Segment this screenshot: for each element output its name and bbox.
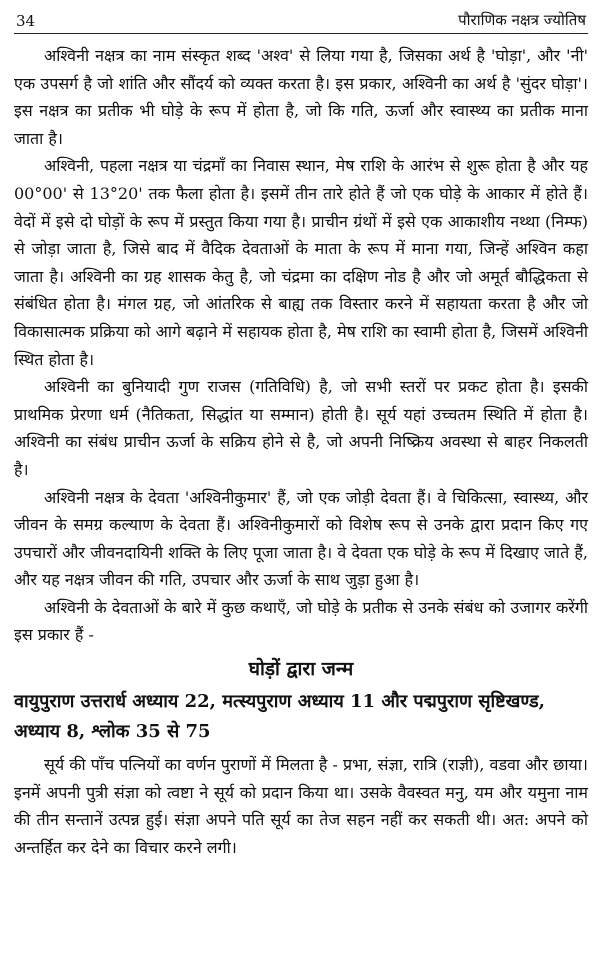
section-title: घोड़ों द्वारा जन्म — [248, 658, 354, 681]
paragraph-nakshatra-position: अश्विनी, पहला नक्षत्र या चंद्रमाँ का निवास स्थान, मेष राशि के आरंभ से शुरू होता है और यह 00°00' से 13°20' तक फैला होता है। इसमें तीन तारे होते हैं जो एक घोड़े के आकार में होते हैं। वेदों में इसे दो घोड़ों के रूप में प्रस्तुत किया गया है। प्राचीन ग्रंथों में इसे एक आकाशीय नथ्था (निम्फ) से जोड़ा जाता है, जिसे बाद में वैदिक देवताओं के माता के रूप में माना गया, जिन्हें अश्विन कहा जाता है। अश्विनी का ग्रह शासक केतु है, जो चंद्रमा का दक्षिण नोड है और जो अमूर्त बौद्धिकता से संबंधित होता है। मंगल ग्रह, जो आंतरिक से बाह्य तक विस्तार करने में सहायता करता है और जो विकासात्मक प्रक्रिया को आगे बढ़ाने में सहायक होता है, मेष राशि का स्वामी होता है, जिसमें अश्विनी स्थित होता है। — [14, 156, 588, 369]
paragraph-name-meaning: अश्विनी नक्षत्र का नाम संस्कृत शब्द 'अश्व' से लिया गया है, जिसका अर्थ है 'घोड़ा', और 'नी' एक उपसर्ग है जो शांति और सौंदर्य को व्यक्त करता है। इस प्रकार, अश्विनी का अर्थ है 'सुंदर घोड़ा'। इस नक्षत्र का प्रतीक भी घोड़े के रूप में होता है, जो कि गति, ऊर्जा और स्वास्थ्य का प्रतीक माना जाता है। — [14, 46, 588, 148]
paragraph-deity: अश्विनी नक्षत्र के देवता 'अश्विनीकुमार' हैं, जो एक जोड़ी देवता हैं। वे चिकित्सा, स्वास्थ्य, और जीवन के समग्र कल्याण के देवता हैं। अश्विनीकुमारों को विशेष रूप से उनके द्वारा प्रदान किए गए उपचारों और जीवनदायिनी शक्ति के लिए पूजा जाता है। वे देवता एक घोड़े के रूप में दिखाए जाते हैं, और यह नक्षत्र जीवन की गति, उपचार और ऊर्जा के साथ जुड़ा हुआ है। — [14, 487, 588, 590]
page-number: 34 — [16, 12, 36, 30]
page-body — [14, 34, 588, 861]
section-reference: वायुपुराण उत्तरार्ध अध्याय 22, मत्स्यपुराण अध्याय 11 और पद्मपुराण सृष्टिखण्ड, अध्याय 8, श्लोक 35 से 75 — [14, 691, 545, 743]
paragraph-stories-intro: अश्विनी के देवताओं के बारे में कुछ कथाएँ, जो घोड़े के प्रतीक से उनके संबंध को उजागर करेंगी इस प्रकार हैं - — [14, 597, 588, 645]
running-title: पौराणिक नक्षत्र ज्योतिष — [458, 11, 586, 29]
paragraph-basic-quality: अश्विनी का बुनियादी गुण राजस (गतिविधि) है, जो सभी स्तरों पर प्रकट होता है। इसकी प्राथमिक प्रेरणा धर्म (नैतिकता, सिद्धांत या सम्मान) होती है। सूर्य यहां उच्चतम स्थिति में होता है। अश्विनी का संबंध प्राचीन ऊर्जा के सक्रिय होने से है, जो अपनी निष्क्रिय अवस्था से बाहर निकलती है। — [14, 377, 588, 479]
paragraph-surya-wives: सूर्य की पाँच पत्नियों का वर्णन पुराणों में मिलता है - प्रभा, संज्ञा, रात्रि (राज्ञी), वडवा और छाया। इनमें अपनी पुत्री संज्ञा को त्वष्टा ने सूर्य को प्रदान किया था। उसके वैवस्वत मनु, यम और यमुना नाम की तीन सन्तानें उत्पन्न हुई। संज्ञा अपने पति सूर्य का तेज सहन नहीं कर सकती थी। अत: अपने को अन्तर्हित कर देने का विचार करने लगी। — [14, 755, 588, 857]
page-header — [14, 0, 588, 34]
